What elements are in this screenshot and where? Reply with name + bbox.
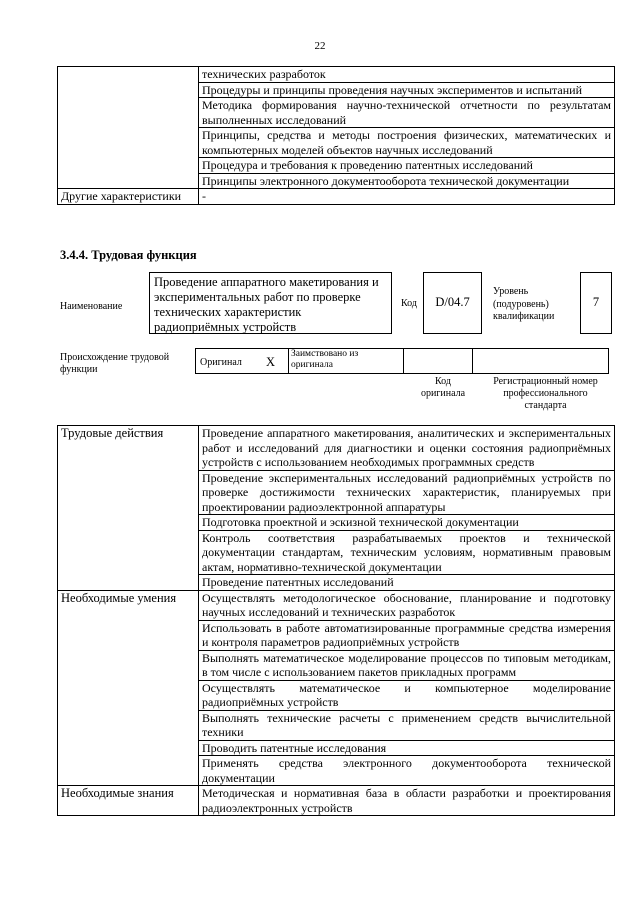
function-name-box: Проведение аппаратного макетирования и экспериментальных работ по проверке технических характеристик радиоприёмных устройств <box>149 272 392 334</box>
table-row: Проведение аппаратного макетирования, аналитических и экспериментальных работ и исследований для диагностики и оценки состояния радиоприёмных устройств с использованием необходимых программных средств <box>199 426 615 471</box>
required-knowledge-label: Необходимые знания <box>58 786 199 816</box>
table-row: Контроль соответствия разрабатываемых проектов и технической документации стандартам, техническим условиям, нормативным правовым актам, нормативно-технической документации <box>199 530 615 575</box>
borrowed-label-line: Заимствовано из <box>291 349 359 359</box>
qualification-level-box: 7 <box>580 272 612 334</box>
registration-number-caption <box>478 376 613 412</box>
caption-line: профессионального <box>503 388 588 399</box>
table-row: Выполнять технические расчеты с применением средств вычислительной техники <box>199 710 615 740</box>
caption-line: оригинала <box>420 388 466 399</box>
table-row: Принципы, средства и методы построения физических, математических и компьютерных моделей объектов научных исследований <box>199 128 615 158</box>
table-row: Принципы электронного документооборота технической документации <box>199 173 615 189</box>
labor-function-table <box>57 425 615 816</box>
table-row: Осуществлять математическое и компьютерное моделирование радиоприёмных устройств <box>199 680 615 710</box>
table-row: Осуществлять методологическое обоснование, планирование и подготовку научных исследований и технических разработок <box>199 590 615 620</box>
origin-label-line: Происхождение трудовой <box>60 352 170 363</box>
qualification-level-label <box>493 286 554 324</box>
borrowed-label-line: оригинала <box>291 360 333 370</box>
level-label-line: (подуровень) <box>493 298 549 310</box>
original-label: Оригинал <box>200 357 242 368</box>
table-row: Методическая и нормативная база в области разработки и проектирования радиоэлектронных устройств <box>199 786 615 816</box>
knowledge-continuation-table <box>57 66 615 205</box>
code-label: Код <box>401 298 417 309</box>
table-row: Проведение патентных исследований <box>199 575 615 591</box>
origin-label-line: функции <box>60 364 98 375</box>
origin-label <box>60 352 169 376</box>
table-row: технических разработок <box>199 67 615 83</box>
labor-actions-label: Трудовые действия <box>58 426 199 591</box>
table-row: Процедуры и принципы проведения научных экспериментов и испытаний <box>199 82 615 98</box>
table-row: Процедура и требования к проведению патентных исследований <box>199 158 615 174</box>
origin-table <box>195 348 609 374</box>
caption-line: стандарта <box>524 400 567 411</box>
name-label: Наименование <box>60 301 123 312</box>
level-label-line: Уровень <box>493 286 529 297</box>
registration-number-cell <box>473 349 609 374</box>
original-mark: X <box>266 355 276 369</box>
table-row: Проводить патентные исследования <box>199 740 615 756</box>
required-skills-label: Необходимые умения <box>58 590 199 786</box>
other-characteristics-label: Другие характеристики <box>58 189 199 205</box>
caption-line: Регистрационный номер <box>493 376 598 387</box>
level-label-line: квалификации <box>493 311 555 322</box>
caption-line: Код <box>435 376 451 387</box>
original-cell <box>196 349 289 374</box>
table-row: Выполнять математическое моделирование процессов по типовым методикам, в том числе с использованием пакетов прикладных программ <box>199 650 615 680</box>
page-number: 22 <box>314 40 326 52</box>
original-code-caption <box>420 376 466 400</box>
function-code-box: D/04.7 <box>423 272 482 334</box>
table-row: Методика формирования научно-технической отчетности по результатам выполненных исследований <box>199 98 615 128</box>
table-row: Использовать в работе автоматизированные программные средства измерения и контроля параметров радиоприёмных устройств <box>199 620 615 650</box>
borrowed-cell <box>289 349 404 374</box>
empty-category-cell <box>58 67 199 189</box>
table-row: Проведение экспериментальных исследований радиоприёмных устройств по проверке достижимости технических характеристик, планируемых при проектировании радиоэлектронной аппаратуры <box>199 470 615 515</box>
section-title: 3.4.4. Трудовая функция <box>60 248 197 262</box>
table-row: Применять средства электронного документооборота технической документации <box>199 756 615 786</box>
table-row: Подготовка проектной и эскизной технической документации <box>199 515 615 531</box>
other-characteristics-value: - <box>199 189 615 205</box>
original-code-cell <box>404 349 473 374</box>
